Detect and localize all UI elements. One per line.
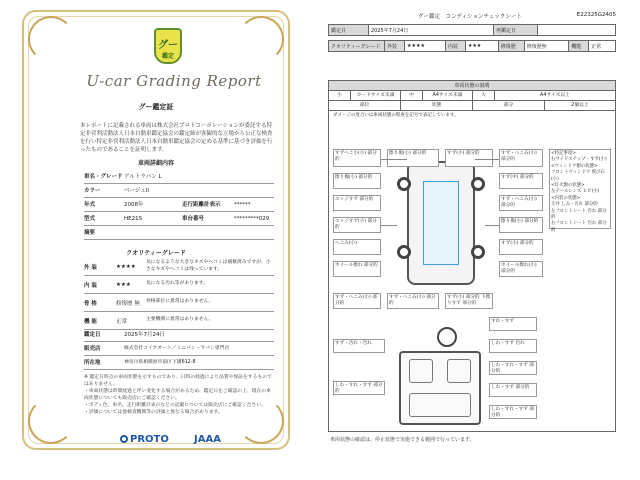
vehicle-state-panel: [328, 80, 616, 432]
leader-line: [485, 225, 499, 226]
model-label: 車名・グレード: [84, 174, 123, 180]
quality-label: 骨 格: [84, 300, 97, 307]
ornament-bottom-left: [28, 398, 74, 444]
proto-logo: [120, 434, 169, 445]
notes-row: [84, 226, 274, 240]
reinspection-label: 再鑑定日: [494, 25, 538, 36]
damage-cell: すず・へこみ(小) 部分的: [333, 293, 381, 309]
quality-desc: 主要機関に異常はありません。: [146, 317, 214, 323]
notes-label: 摘要: [84, 230, 96, 236]
car-glass-area: [423, 181, 459, 265]
state-title: 車両状態の説明: [329, 81, 615, 91]
interior-cell: すれ・すず: [489, 317, 537, 331]
condition-check-sheet: [328, 24, 616, 432]
sheet-id: E22325G2405: [576, 12, 616, 18]
sheet-int-label: 内装: [445, 41, 465, 52]
side-note: 左フロントシート 汚れ 部分的: [551, 208, 607, 221]
quality-desc: 骨格部位に異常はありません。: [146, 299, 214, 305]
note-line: ・ボディ色、車名、走行距離計表示などの記載については販売店にご確認ください。: [84, 403, 266, 408]
side-note: 左テールレンズ ヒビ(小): [551, 189, 600, 195]
damage-cell: ホイール擦れ 部分的: [333, 261, 381, 277]
proto-mark-icon: [120, 435, 128, 443]
vehicle-section-title: 車両詳細内容: [137, 160, 174, 167]
date-table: [328, 24, 616, 36]
sheet-ext-label: 外装: [385, 41, 405, 52]
ornament-top-right: [238, 16, 284, 62]
quality-stars: ★★★★: [116, 263, 136, 270]
model-value: アルトラパン L: [124, 174, 162, 180]
interior-cell: しわ・すれ・すず 部分的: [333, 381, 385, 395]
shop-label: 販売店: [84, 346, 101, 352]
quality-desc: 気になるような大きなキズやヘコミは補修済みですが、小さなキズやヘコミは残っています。: [146, 260, 271, 272]
inspection-date-label: 鑑定日: [84, 332, 101, 338]
interior-cell: しわ・すれ・すず 部分的: [489, 361, 537, 375]
legend-note: ダメージの度合いは車両状態の程度を記号で表記しています。: [333, 113, 459, 118]
size-large: 大: [473, 91, 495, 100]
side-notes-panel: [549, 149, 611, 233]
sheet-repair-label: 修復歴: [498, 41, 524, 52]
mark-state: 状態: [401, 101, 473, 110]
mileage-value: ******: [234, 202, 251, 208]
leader-line: [381, 225, 397, 226]
damage-cell: ホイール擦れ(小) 部分的: [499, 261, 543, 277]
damage-cell: すず(小) 部分的: [445, 149, 493, 167]
damage-cell: 擦り傷(小) 部分的: [387, 149, 439, 167]
front-left-seat: [409, 359, 433, 383]
wheel-front-right-icon: [471, 177, 485, 191]
note-line: ・車両状態は時間経過と伴い変化する場合があるため、鑑定日をご確認の上、現在の車両状態についても販売店にご確認ください。: [84, 389, 271, 401]
size-large-desc: A4サイズ以上: [540, 93, 570, 98]
sheet-date-label: 鑑定日: [329, 25, 369, 36]
mileage-label: 走行距離計表示: [182, 202, 221, 208]
sheet-date-value: 2025年7月24日: [369, 25, 494, 36]
quality-row-exterior: [84, 258, 274, 276]
proto-logo-text: PROTO: [130, 434, 169, 445]
quality-stars: 修復歴 無: [116, 300, 140, 307]
shop-value: 株式会社コイケオート／ミニバン・ラパン専門店: [124, 346, 230, 351]
mark-part: 部位: [329, 101, 401, 110]
damage-cell: すず(中) 部分的: [499, 173, 543, 189]
leader-line: [381, 159, 407, 160]
sheet-func-value: 正常: [589, 41, 616, 52]
color-label: カラー: [84, 188, 101, 194]
damage-cell: エッジすず(小) 部分的: [333, 217, 381, 233]
certificate-intro: 本レポートに記載される車両は株式会社プロトコーポレーションが委託する特定非営利活動法人日本自動車鑑定協会の鑑定師が客観的な立場から公正な検査を行い特定非営利活動法人日本自動車鑑定協会の定める基準に基づき評価を行ったものであることを証明します。: [80, 123, 273, 153]
interior-cell: しわ・すず 部分的: [489, 383, 537, 397]
badge-text: グー: [158, 40, 178, 51]
year-label: 年式: [84, 202, 96, 208]
sheet-footer-note: 車両状態の確認は、停止状態で実施できる範囲で行っています。: [330, 437, 475, 443]
sheet-repair-value: 修復歴無: [524, 41, 569, 52]
damage-cell: へこみ(小): [333, 239, 381, 255]
interior-cell: しわ・すれ・すず 部分的: [489, 405, 537, 419]
quality-stars: ★★★: [116, 281, 131, 288]
interior-cell: しわ・すず 汚れ: [489, 339, 537, 353]
quality-label: 機 能: [84, 318, 97, 325]
damage-cell: すず・へこみ(小) 部分的: [499, 195, 543, 211]
side-note: <特記事項>: [551, 151, 576, 156]
damage-cell: すず・へこみ(小) 部分的: [387, 293, 439, 309]
side-note: <灯火類の状態>: [551, 183, 585, 189]
inspection-date-value: 2025年7月24日: [124, 332, 165, 338]
sheet-title: グー鑑定 コンディションチェックシート: [418, 14, 522, 20]
quality-row-frame: [84, 294, 274, 312]
size-small: 小: [329, 91, 351, 100]
type-value: HE21S: [124, 216, 143, 222]
mark-multiple: 2個以上: [571, 103, 589, 108]
damage-cell: 擦り傷(小) 部分的: [333, 173, 381, 189]
ornament-top-left: [28, 16, 74, 62]
color-value: ベージュII: [124, 188, 150, 194]
wheel-rear-right-icon: [471, 245, 485, 259]
quality-stars: 正常: [116, 318, 128, 325]
quality-section-title: クオリティーグレード: [126, 250, 186, 257]
quality-desc: 気になる汚れ等があります。: [146, 281, 208, 287]
quality-label: 外 装: [84, 264, 97, 271]
quality-table: [328, 40, 616, 52]
jaaa-logo-text: JAAA: [194, 434, 221, 445]
sheet-ext-value: ★★★★: [405, 41, 446, 52]
damage-cell: すずへこ小(小) 部分的: [333, 149, 381, 167]
type-row: [84, 212, 274, 226]
size-small-desc: カードサイズ未満: [351, 91, 401, 100]
side-note: <ウィンドウ類の状態>: [551, 163, 598, 169]
badge-sub: 鑑定: [161, 53, 174, 60]
quality-row-interior: [84, 276, 274, 294]
model-row: [84, 170, 274, 184]
note-line: ・評価については他検査機関等の評価と異なる場合があります。: [84, 410, 223, 415]
steering-wheel-icon: [437, 327, 457, 347]
address-row: [84, 356, 274, 370]
quality-grade-label: クオリティーグレード: [329, 41, 385, 52]
sheet-int-value: ★★★: [465, 41, 498, 52]
size-legend: [329, 91, 615, 101]
certificate-notes: [84, 374, 274, 416]
side-note: 天井 しみ・汚れ 部分的: [551, 202, 598, 208]
marks-legend: [329, 101, 615, 111]
year-row: [84, 198, 274, 212]
wheel-front-left-icon: [397, 177, 411, 191]
leader-line: [475, 159, 499, 160]
certificate-title: グー鑑定証: [138, 103, 174, 111]
reinspection-value: [538, 25, 616, 36]
side-note: フロントウィンドウ 飛び石(小): [551, 170, 605, 182]
rear-seat: [409, 393, 471, 417]
front-right-seat: [447, 359, 471, 383]
wheel-rear-left-icon: [397, 245, 411, 259]
damage-cell: すず(小) 部分的: [499, 239, 543, 255]
grading-certificate: [22, 10, 290, 450]
script-title: U-car Grading Report: [86, 72, 262, 90]
size-medium: 中: [401, 91, 423, 100]
side-note: 右フロントシート 汚れ 部分的: [551, 221, 607, 233]
color-row: [84, 184, 274, 198]
quality-label: 内 装: [84, 282, 97, 289]
damage-cell: すず(小) 部分的 下擦りすず 部分的: [445, 293, 493, 309]
interior-cell: すず・汚れ・汚れ: [333, 339, 385, 353]
address-value: 神奈川県相模原市南区下溝612-8: [124, 360, 196, 365]
damage-cell: エッジすず 部分的: [333, 195, 381, 211]
mark-partial: 部分: [473, 101, 545, 110]
frame-label: 車台番号: [182, 216, 205, 222]
frame-value: *********029: [234, 216, 270, 222]
note-line: ※ 鑑定日時点の車両状態を示すものであり、日時の経過により品質や保証をするものではありません。: [84, 375, 272, 387]
sheet-func-label: 機能: [569, 41, 589, 52]
year-value: 2008年: [124, 202, 144, 208]
type-label: 型式: [84, 216, 96, 222]
jaaa-logo: [194, 434, 221, 445]
inspection-date-row: [84, 328, 274, 342]
shop-row: [84, 342, 274, 356]
goo-badge-logo: [154, 28, 182, 64]
damage-cell: すず・へこみ(小) 部分的: [499, 149, 543, 167]
side-note: <内装の状態>: [551, 195, 581, 201]
side-note: 右サイドステップ・すず(小): [551, 157, 607, 163]
size-medium-desc: A4サイズ未満: [423, 91, 473, 100]
address-label: 所在地: [84, 360, 101, 366]
damage-cell: 擦り傷(小) 部分的: [499, 217, 543, 233]
